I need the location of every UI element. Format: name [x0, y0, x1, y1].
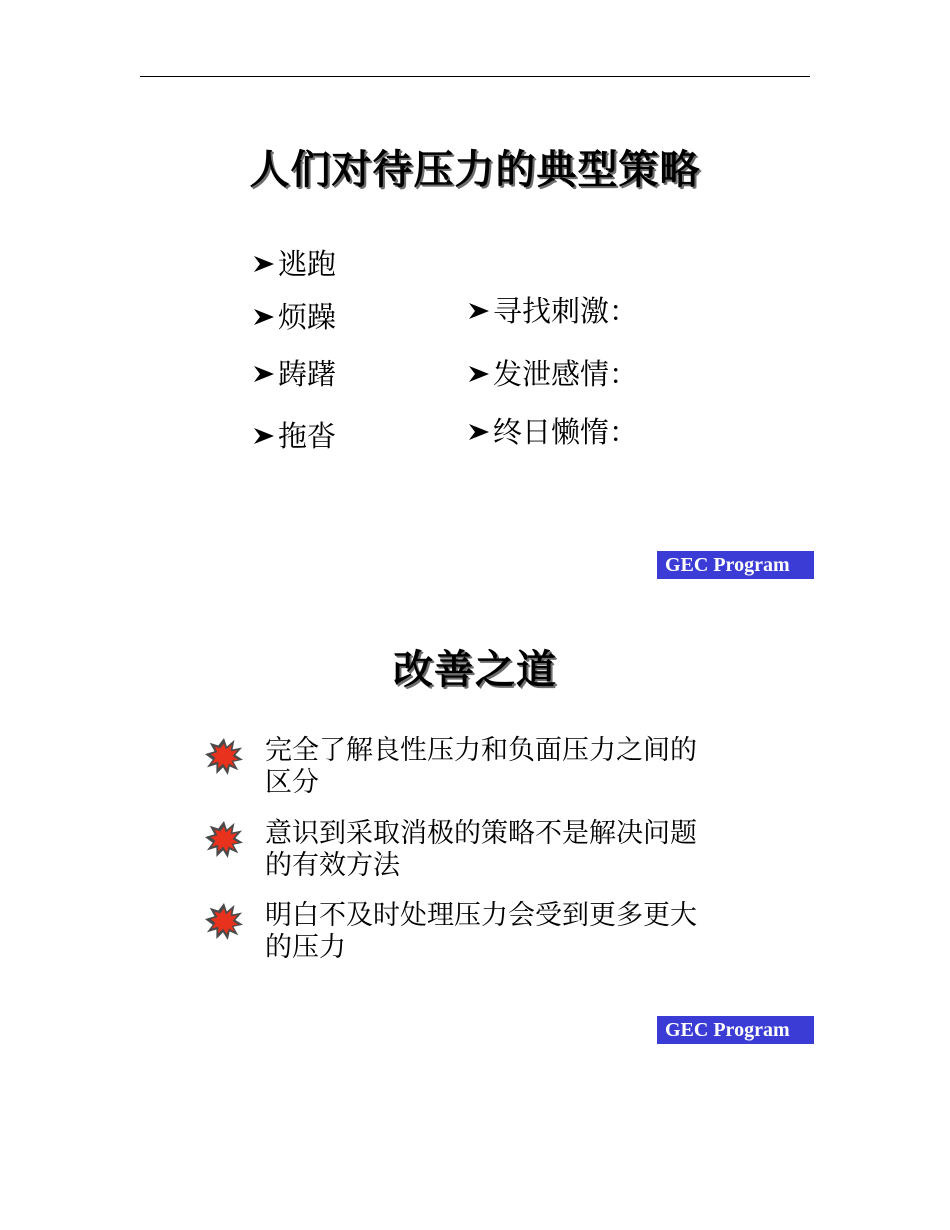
list-item	[467, 293, 638, 329]
arrow-bullet-icon	[467, 362, 491, 386]
list-item	[252, 356, 336, 392]
gec-program-badge: GEC Program	[657, 1016, 814, 1044]
list-item	[467, 414, 638, 450]
starburst-icon	[205, 820, 243, 858]
list-item-label: 烦躁	[278, 300, 337, 334]
arrow-bullet-icon	[252, 305, 276, 329]
arrow-bullet-icon	[467, 299, 491, 323]
list-item-label: 拖沓	[278, 419, 337, 453]
slide2-title: 改善之道	[393, 647, 557, 693]
arrow-bullet-icon	[252, 252, 276, 276]
list-item	[252, 246, 336, 282]
arrow-bullet-icon	[467, 420, 491, 444]
list-item	[252, 418, 336, 454]
list-item	[252, 299, 336, 335]
slide1-title: 人们对待压力的典型策略	[249, 147, 701, 193]
gec-program-badge: GEC Program	[657, 551, 814, 579]
point-text: 明白不及时处理压力会受到更多更大的压力	[265, 900, 697, 963]
arrow-bullet-icon	[252, 362, 276, 386]
list-item	[205, 818, 725, 882]
header-rule	[140, 76, 810, 77]
point-text: 完全了解良性压力和负面压力之间的区分	[265, 735, 697, 798]
list-item	[467, 356, 638, 392]
list-item-label: 逃跑	[278, 247, 337, 281]
list-item	[205, 735, 725, 799]
starburst-icon	[205, 737, 243, 775]
point-text: 意识到采取消极的策略不是解决问题 的有效方法	[265, 818, 697, 881]
list-item-label: 终日懒惰：	[493, 415, 639, 449]
list-item-label: 踌躇	[278, 357, 337, 391]
list-item-label: 寻找刺激：	[493, 294, 639, 328]
arrow-bullet-icon	[252, 424, 276, 448]
list-item-label: 发泄感情：	[493, 357, 639, 391]
starburst-icon	[205, 902, 243, 940]
list-item	[205, 900, 725, 964]
